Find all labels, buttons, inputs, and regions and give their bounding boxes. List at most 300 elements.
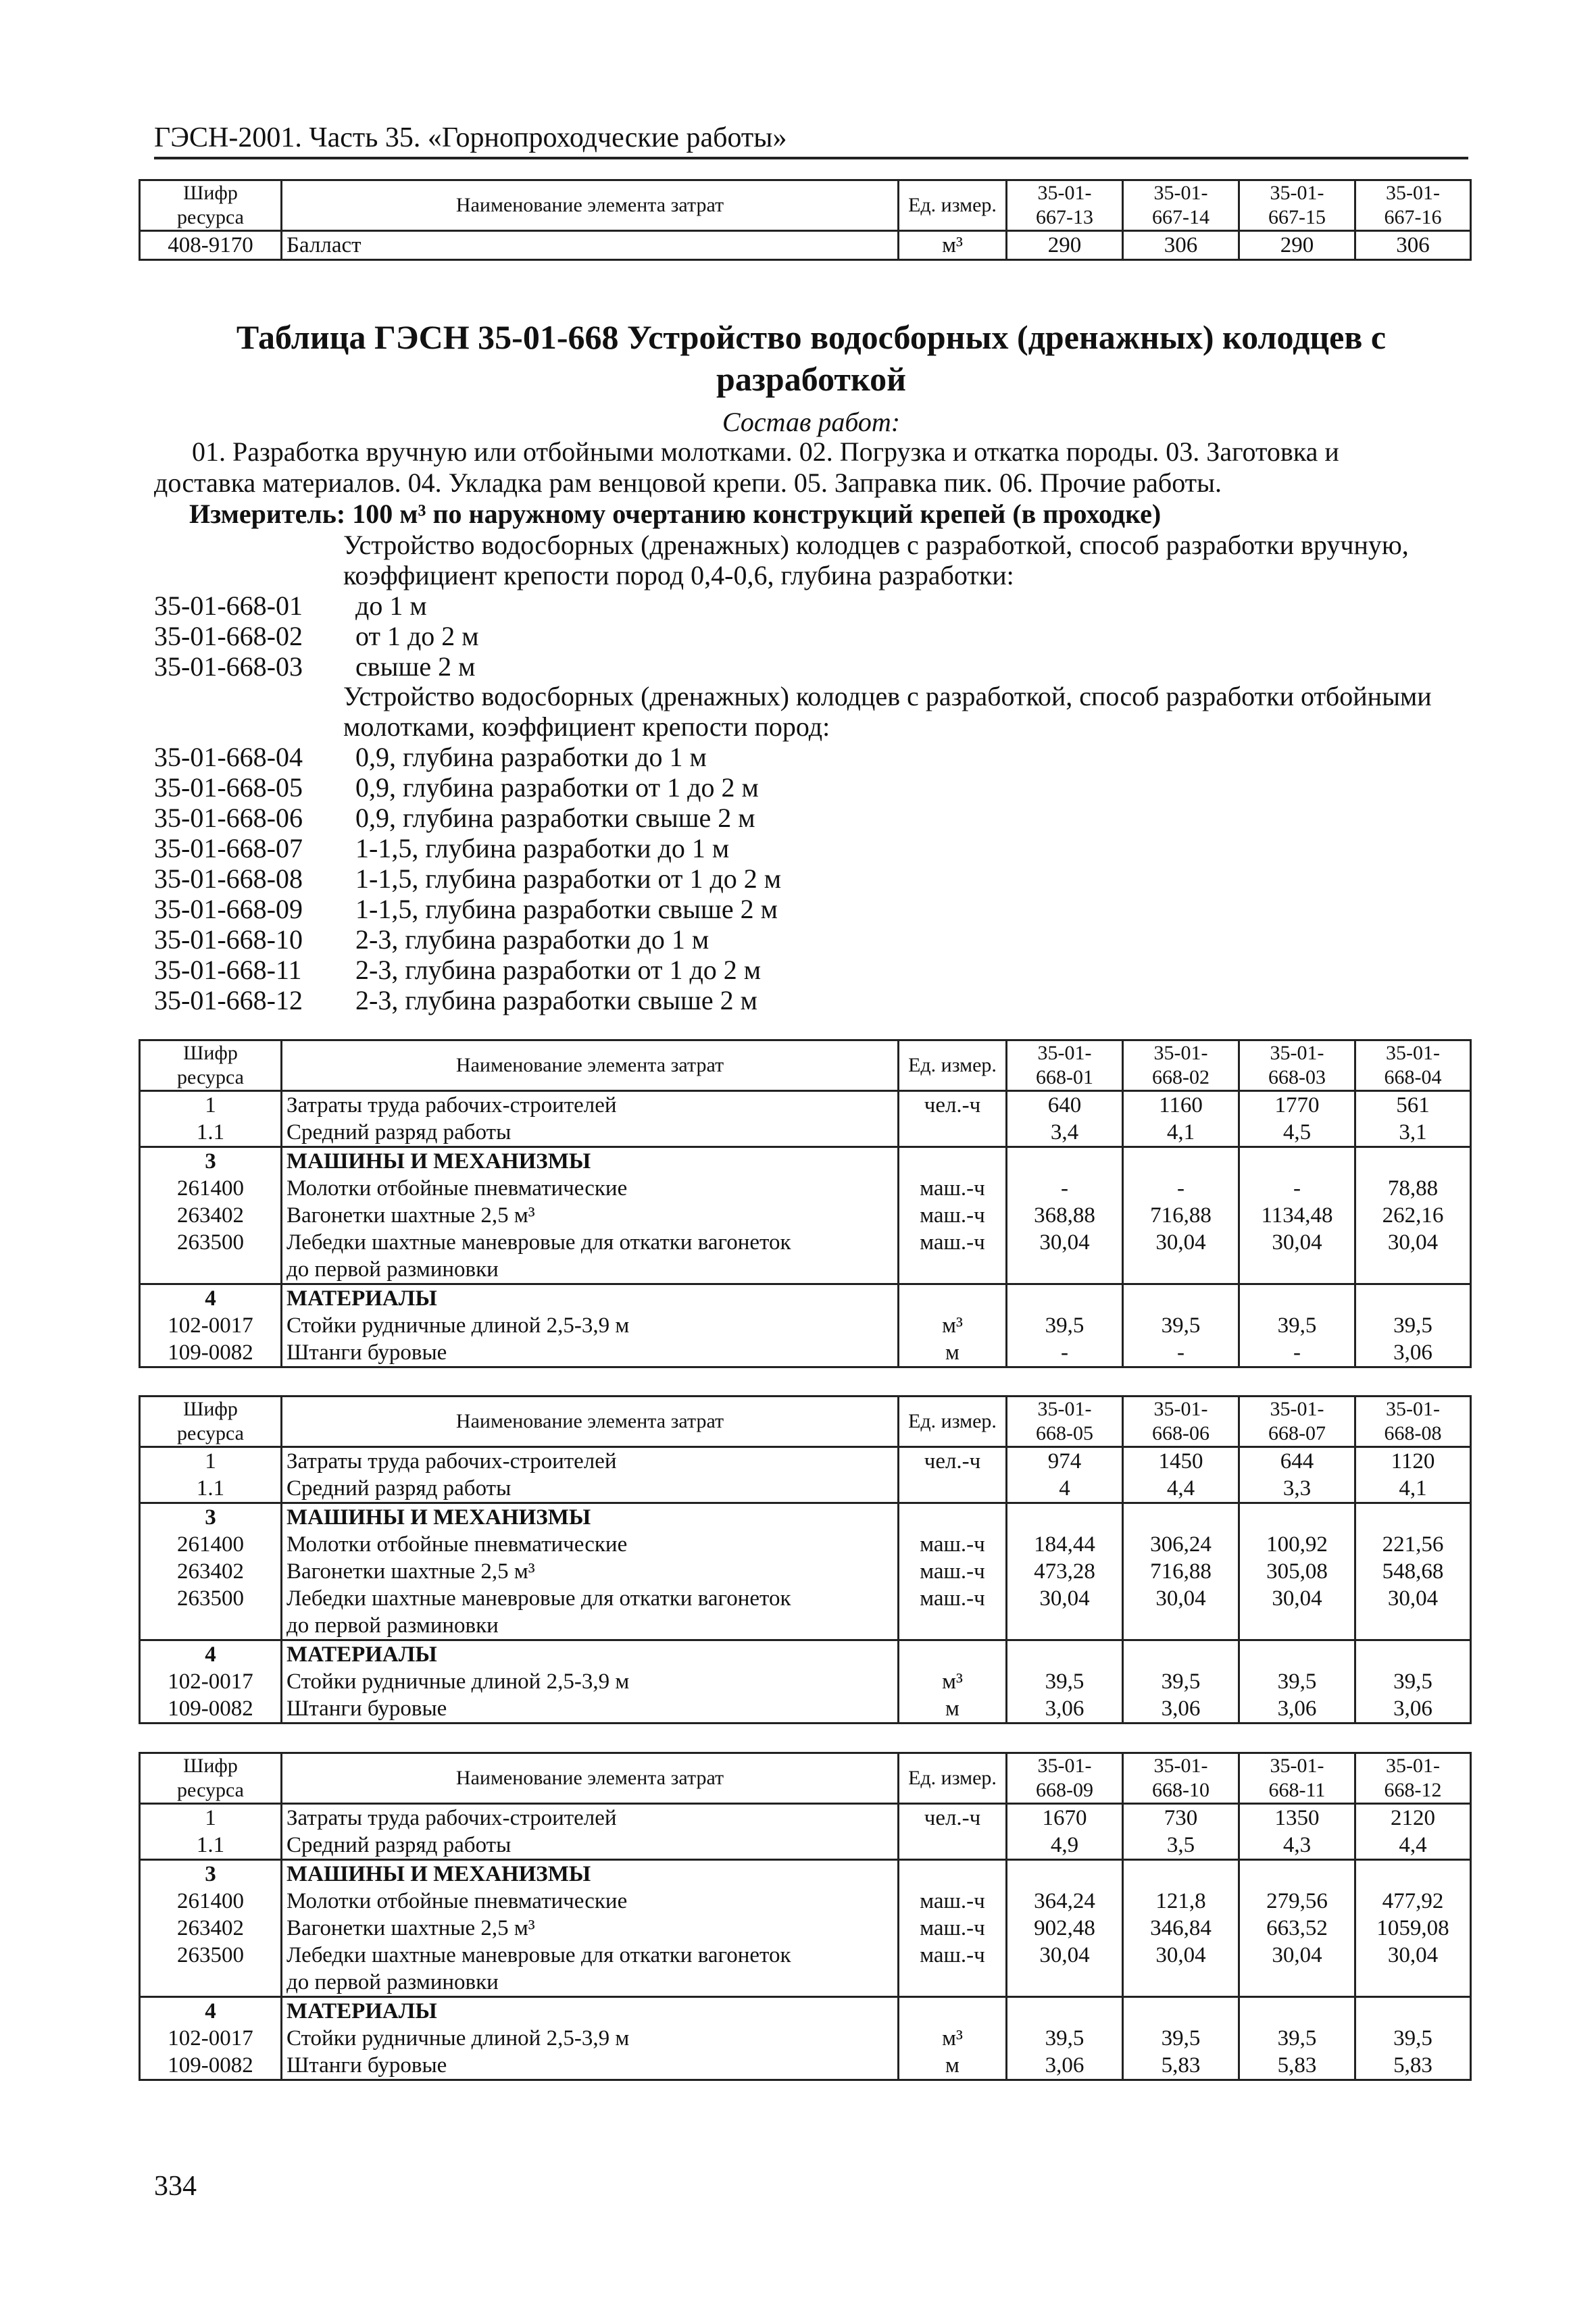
norm-value: 30,04 xyxy=(1239,1942,1355,1997)
norm-value: 477,92 xyxy=(1355,1888,1471,1915)
running-header: ГЭСН-2001. Часть 35. «Горнопроходческие работы» xyxy=(154,120,1468,159)
composition-label: Состав работ: xyxy=(722,407,901,437)
norm-value: 3,3 xyxy=(1239,1475,1355,1503)
norm-value: 3,5 xyxy=(1123,1832,1239,1860)
norm-value: 716,88 xyxy=(1123,1558,1239,1585)
resource-name: Средний разряд работы xyxy=(282,1119,899,1147)
table-row xyxy=(140,1668,1471,1695)
table-row xyxy=(140,1091,1471,1120)
table-row xyxy=(140,1640,1471,1669)
table-header-row xyxy=(140,1753,1471,1804)
code-column-header: Шифр ресурса xyxy=(140,180,282,231)
norm-value: 3,06 xyxy=(1007,2052,1123,2080)
resource-name: Штанги буровые xyxy=(282,1339,899,1367)
norm-value: 30,04 xyxy=(1123,1229,1239,1284)
norm-value xyxy=(1123,1147,1239,1176)
resource-table xyxy=(139,1752,1472,2081)
resource-code: 1.1 xyxy=(140,1832,282,1860)
resource-code: 109-0082 xyxy=(140,1695,282,1724)
meter-line: Измеритель: 100 м³ по наружному очертанию конструкций крепей (в проходке) xyxy=(189,499,1162,529)
unit-column-header: Ед. измер. xyxy=(899,1397,1007,1447)
norm-value: 5,83 xyxy=(1239,2052,1355,2080)
work-item xyxy=(154,772,759,803)
code-column-header: Шифр ресурса xyxy=(140,1397,282,1447)
norm-value: 716,88 xyxy=(1123,1202,1239,1229)
resource-unit: м xyxy=(899,2052,1007,2080)
name-column-header: Наименование элемента затрат xyxy=(282,1040,899,1091)
norm-value xyxy=(1123,1997,1239,2026)
norm-value xyxy=(1239,1503,1355,1532)
resource-code: 263500 xyxy=(140,1229,282,1284)
work-item-code: 35-01-668-04 xyxy=(154,742,303,772)
work-item xyxy=(154,590,427,621)
norm-value: 4,3 xyxy=(1239,1832,1355,1860)
norm-value: 290 xyxy=(1007,231,1123,260)
norm-value: 902,48 xyxy=(1007,1915,1123,1942)
table-row xyxy=(140,1915,1471,1942)
table-row xyxy=(140,1339,1471,1367)
resource-code: 3 xyxy=(140,1860,282,1888)
norm-value xyxy=(1239,1284,1355,1313)
norm-value: 4,5 xyxy=(1239,1119,1355,1147)
work-item-text: 0,9, глубина разработки до 1 м xyxy=(355,742,707,772)
norm-column-header: 35-01- 668-09 xyxy=(1007,1753,1123,1804)
norm-value: 1120 xyxy=(1355,1447,1471,1476)
resource-code: 109-0082 xyxy=(140,1339,282,1367)
work-item-text: 1-1,5, глубина разработки от 1 до 2 м xyxy=(355,863,782,894)
table-row xyxy=(140,1695,1471,1724)
norm-value: - xyxy=(1239,1339,1355,1367)
work-item-text: до 1 м xyxy=(355,590,427,621)
work-item xyxy=(154,621,479,651)
norm-column-header: 35-01- 667-13 xyxy=(1007,180,1123,231)
norm-value xyxy=(1355,1997,1471,2026)
table-title: Таблица ГЭСН 35-01-668 Устройство водосборных (дренажных) колодцев с разработкой xyxy=(236,318,1387,398)
norm-column-header: 35-01- 668-12 xyxy=(1355,1753,1471,1804)
resource-unit xyxy=(899,1475,1007,1503)
resource-table xyxy=(139,1039,1472,1368)
norm-value: 39,5 xyxy=(1239,1668,1355,1695)
norm-value xyxy=(1007,1860,1123,1888)
table-header-row xyxy=(140,180,1471,231)
unit-column-header: Ед. измер. xyxy=(899,1040,1007,1091)
resource-unit: маш.-ч xyxy=(899,1175,1007,1202)
resource-code: 3 xyxy=(140,1503,282,1532)
work-item-text: 0,9, глубина разработки от 1 до 2 м xyxy=(355,772,759,803)
norm-value: 4,4 xyxy=(1355,1832,1471,1860)
norm-value: 1450 xyxy=(1123,1447,1239,1476)
norm-value xyxy=(1123,1284,1239,1313)
norm-value: 279,56 xyxy=(1239,1888,1355,1915)
norm-value: 1350 xyxy=(1239,1804,1355,1832)
work-item xyxy=(154,742,707,772)
norm-column-header: 35-01- 668-02 xyxy=(1123,1040,1239,1091)
norm-value: 30,04 xyxy=(1007,1942,1123,1997)
resource-unit xyxy=(899,1147,1007,1176)
norm-value: 974 xyxy=(1007,1447,1123,1476)
resource-unit: маш.-ч xyxy=(899,1942,1007,1997)
group1-description: Устройство водосборных (дренажных) колодцев с разработкой, способ разработки вручную, коэффициент крепости пород 0,4-0,6, глубина разработки: xyxy=(343,530,1409,590)
norm-value: 364,24 xyxy=(1007,1888,1123,1915)
norm-value: 1134,48 xyxy=(1239,1202,1355,1229)
norm-value: 39,5 xyxy=(1123,1312,1239,1339)
resource-name: МАШИНЫ И МЕХАНИЗМЫ xyxy=(282,1147,899,1176)
resource-code: 1 xyxy=(140,1091,282,1120)
work-item xyxy=(154,955,761,985)
continuation-table xyxy=(139,179,1472,261)
resource-unit: м³ xyxy=(899,2025,1007,2052)
table-row xyxy=(140,1119,1471,1147)
name-column-header: Наименование элемента затрат xyxy=(282,1753,899,1804)
resource-unit: маш.-ч xyxy=(899,1585,1007,1640)
composition-text: 01. Разработка вручную или отбойными молотками. 02. Погрузка и откатка породы. 03. Заготовка и доставка материалов. 04. Укладка рам венцовой крепи. 05. Заправка пик. 06. Прочие работы. xyxy=(154,436,1339,498)
work-item-code: 35-01-668-08 xyxy=(154,863,303,894)
unit-column-header: Ед. измер. xyxy=(899,1753,1007,1804)
resource-name: Лебедки шахтные маневровые для откатки вагонеток до первой разминовки xyxy=(282,1942,899,1997)
work-item-code: 35-01-668-03 xyxy=(154,651,303,682)
resource-name: Вагонетки шахтные 2,5 м³ xyxy=(282,1558,899,1585)
group2-description: Устройство водосборных (дренажных) колодцев с разработкой, способ разработки отбойными молотками, коэффициент крепости пород: xyxy=(343,681,1432,742)
norm-value xyxy=(1355,1284,1471,1313)
resource-code: 102-0017 xyxy=(140,2025,282,2052)
resource-name: Штанги буровые xyxy=(282,1695,899,1724)
resource-table xyxy=(139,1395,1472,1724)
norm-column-header: 35-01- 667-14 xyxy=(1123,180,1239,231)
resource-name: Вагонетки шахтные 2,5 м³ xyxy=(282,1202,899,1229)
norm-value: 306 xyxy=(1123,231,1239,260)
resource-name: Лебедки шахтные маневровые для откатки вагонеток до первой разминовки xyxy=(282,1229,899,1284)
norm-value: 39,5 xyxy=(1355,2025,1471,2052)
norm-value: 548,68 xyxy=(1355,1558,1471,1585)
resource-name: МАТЕРИАЛЫ xyxy=(282,1997,899,2026)
work-item xyxy=(154,651,475,682)
norm-column-header: 35-01- 668-07 xyxy=(1239,1397,1355,1447)
resource-code: 102-0017 xyxy=(140,1668,282,1695)
norm-value: 1770 xyxy=(1239,1091,1355,1120)
norm-value: 39,5 xyxy=(1007,1668,1123,1695)
norm-value: 2120 xyxy=(1355,1804,1471,1832)
norm-value: 30,04 xyxy=(1007,1585,1123,1640)
work-item-code: 35-01-668-09 xyxy=(154,894,303,924)
norm-value xyxy=(1123,1860,1239,1888)
norm-value: 5,83 xyxy=(1355,2052,1471,2080)
resource-name: Средний разряд работы xyxy=(282,1832,899,1860)
resource-name: Стойки рудничные длиной 2,5-3,9 м xyxy=(282,2025,899,2052)
resource-code: 1 xyxy=(140,1447,282,1476)
norm-value: 4,1 xyxy=(1123,1119,1239,1147)
norm-value: 30,04 xyxy=(1355,1942,1471,1997)
norm-value: 4,4 xyxy=(1123,1475,1239,1503)
unit-column-header: Ед. измер. xyxy=(899,180,1007,231)
work-item xyxy=(154,985,757,1015)
norm-value: 39,5 xyxy=(1123,1668,1239,1695)
resource-code: 1.1 xyxy=(140,1119,282,1147)
resource-code: 4 xyxy=(140,1640,282,1669)
table-header-row xyxy=(140,1040,1471,1091)
norm-value: - xyxy=(1007,1339,1123,1367)
norm-value: 644 xyxy=(1239,1447,1355,1476)
norm-value: 262,16 xyxy=(1355,1202,1471,1229)
work-item-code: 35-01-668-07 xyxy=(154,833,303,863)
resource-code: 261400 xyxy=(140,1531,282,1558)
resource-unit xyxy=(899,1503,1007,1532)
resource-unit: маш.-ч xyxy=(899,1558,1007,1585)
table-row xyxy=(140,2052,1471,2080)
table-row xyxy=(140,2025,1471,2052)
work-item xyxy=(154,924,709,955)
resource-name: Затраты труда рабочих-строителей xyxy=(282,1447,899,1476)
norm-value xyxy=(1239,1147,1355,1176)
resource-name: МАШИНЫ И МЕХАНИЗМЫ xyxy=(282,1503,899,1532)
resource-name: Штанги буровые xyxy=(282,2052,899,2080)
norm-value: 30,04 xyxy=(1239,1229,1355,1284)
table-row xyxy=(140,1942,1471,1997)
resource-name: Средний разряд работы xyxy=(282,1475,899,1503)
name-column-header: Наименование элемента затрат xyxy=(282,180,899,231)
norm-value: 368,88 xyxy=(1007,1202,1123,1229)
table-row xyxy=(140,1832,1471,1860)
resource-name: Лебедки шахтные маневровые для откатки вагонеток до первой разминовки xyxy=(282,1585,899,1640)
resource-unit: чел.-ч xyxy=(899,1804,1007,1832)
norm-value: 39,5 xyxy=(1355,1312,1471,1339)
norm-value xyxy=(1239,1860,1355,1888)
work-item xyxy=(154,803,755,833)
resource-name: Вагонетки шахтные 2,5 м³ xyxy=(282,1915,899,1942)
norm-value: 3,06 xyxy=(1355,1695,1471,1724)
norm-value xyxy=(1239,1640,1355,1669)
resource-unit: чел.-ч xyxy=(899,1091,1007,1120)
norm-value: - xyxy=(1007,1175,1123,1202)
work-item-text: 2-3, глубина разработки свыше 2 м xyxy=(355,985,757,1015)
norm-column-header: 35-01- 668-08 xyxy=(1355,1397,1471,1447)
resource-code: 1.1 xyxy=(140,1475,282,1503)
norm-value: 184,44 xyxy=(1007,1531,1123,1558)
norm-value: 30,04 xyxy=(1355,1585,1471,1640)
norm-column-header: 35-01- 668-01 xyxy=(1007,1040,1123,1091)
norm-value: 290 xyxy=(1239,231,1355,260)
norm-value: 561 xyxy=(1355,1091,1471,1120)
work-item-code: 35-01-668-12 xyxy=(154,985,303,1015)
table-row xyxy=(140,1202,1471,1229)
norm-value: 3,4 xyxy=(1007,1119,1123,1147)
norm-value: 78,88 xyxy=(1355,1175,1471,1202)
norm-value xyxy=(1007,1640,1123,1669)
norm-value: 3,06 xyxy=(1007,1695,1123,1724)
norm-value: 30,04 xyxy=(1355,1229,1471,1284)
resource-unit: м³ xyxy=(899,1668,1007,1695)
norm-value: 30,04 xyxy=(1123,1585,1239,1640)
resource-unit: чел.-ч xyxy=(899,1447,1007,1476)
work-item-text: свыше 2 м xyxy=(355,651,476,682)
code-column-header: Шифр ресурса xyxy=(140,1753,282,1804)
resource-unit xyxy=(899,1832,1007,1860)
norm-value: 473,28 xyxy=(1007,1558,1123,1585)
work-item-code: 35-01-668-11 xyxy=(154,955,302,985)
resource-name: Молотки отбойные пневматические xyxy=(282,1531,899,1558)
work-item-code: 35-01-668-06 xyxy=(154,803,303,833)
norm-value xyxy=(1239,1997,1355,2026)
resource-name: Затраты труда рабочих-строителей xyxy=(282,1804,899,1832)
resource-unit: маш.-ч xyxy=(899,1888,1007,1915)
work-item-text: от 1 до 2 м xyxy=(355,621,479,651)
norm-value xyxy=(1007,1147,1123,1176)
table-row xyxy=(140,1804,1471,1832)
norm-value xyxy=(1007,1997,1123,2026)
resource-code: 109-0082 xyxy=(140,2052,282,2080)
norm-value: - xyxy=(1123,1339,1239,1367)
work-item xyxy=(154,894,778,924)
norm-value xyxy=(1355,1147,1471,1176)
work-item-code: 35-01-668-05 xyxy=(154,772,303,803)
norm-value: 346,84 xyxy=(1123,1915,1239,1942)
norm-value: - xyxy=(1239,1175,1355,1202)
norm-value: 4,9 xyxy=(1007,1832,1123,1860)
norm-value xyxy=(1007,1284,1123,1313)
norm-value: 4 xyxy=(1007,1475,1123,1503)
resource-unit: м³ xyxy=(899,1312,1007,1339)
table-row xyxy=(140,1860,1471,1888)
work-item-code: 35-01-668-02 xyxy=(154,621,303,651)
resource-code: 263402 xyxy=(140,1202,282,1229)
work-item-code: 35-01-668-01 xyxy=(154,590,303,621)
norm-value: 3,06 xyxy=(1239,1695,1355,1724)
norm-value: 663,52 xyxy=(1239,1915,1355,1942)
norm-column-header: 35-01- 668-04 xyxy=(1355,1040,1471,1091)
norm-column-header: 35-01- 667-15 xyxy=(1239,180,1355,231)
code-column-header: Шифр ресурса xyxy=(140,1040,282,1091)
norm-value: 100,92 xyxy=(1239,1531,1355,1558)
resource-name: Затраты труда рабочих-строителей xyxy=(282,1091,899,1120)
table-header-row xyxy=(140,1397,1471,1447)
resource-name: Стойки рудничные длиной 2,5-3,9 м xyxy=(282,1668,899,1695)
resource-unit xyxy=(899,1860,1007,1888)
resource-code: 4 xyxy=(140,1284,282,1313)
norm-value: 1670 xyxy=(1007,1804,1123,1832)
norm-column-header: 35-01- 668-06 xyxy=(1123,1397,1239,1447)
resource-unit: маш.-ч xyxy=(899,1229,1007,1284)
norm-value xyxy=(1355,1640,1471,1669)
work-item xyxy=(154,833,729,863)
resource-name: Балласт xyxy=(282,231,899,260)
work-item xyxy=(154,863,781,894)
resource-code: 408-9170 xyxy=(140,231,282,260)
norm-value: - xyxy=(1123,1175,1239,1202)
resource-code: 263402 xyxy=(140,1558,282,1585)
table-row xyxy=(140,1997,1471,2026)
table-row xyxy=(140,231,1471,260)
resource-unit: маш.-ч xyxy=(899,1202,1007,1229)
norm-column-header: 35-01- 667-16 xyxy=(1355,180,1471,231)
table-row xyxy=(140,1503,1471,1532)
norm-value: 3,1 xyxy=(1355,1119,1471,1147)
resource-unit: м xyxy=(899,1339,1007,1367)
resource-code: 263500 xyxy=(140,1942,282,1997)
norm-value: 730 xyxy=(1123,1804,1239,1832)
table-row xyxy=(140,1147,1471,1176)
page-number: 334 xyxy=(154,2171,197,2202)
work-item-text: 1-1,5, глубина разработки до 1 м xyxy=(355,833,730,863)
resource-unit xyxy=(899,1997,1007,2026)
name-column-header: Наименование элемента затрат xyxy=(282,1397,899,1447)
table-row xyxy=(140,1284,1471,1313)
norm-column-header: 35-01- 668-05 xyxy=(1007,1397,1123,1447)
norm-value xyxy=(1123,1640,1239,1669)
work-item-text: 2-3, глубина разработки от 1 до 2 м xyxy=(355,955,762,985)
resource-unit xyxy=(899,1640,1007,1669)
norm-value: 39,5 xyxy=(1355,1668,1471,1695)
norm-value: 5,83 xyxy=(1123,2052,1239,2080)
resource-code: 102-0017 xyxy=(140,1312,282,1339)
table-row xyxy=(140,1312,1471,1339)
norm-value xyxy=(1007,1503,1123,1532)
resource-name: Молотки отбойные пневматические xyxy=(282,1175,899,1202)
norm-column-header: 35-01- 668-11 xyxy=(1239,1753,1355,1804)
norm-value xyxy=(1355,1860,1471,1888)
norm-value xyxy=(1123,1503,1239,1532)
norm-value: 3,06 xyxy=(1355,1339,1471,1367)
resource-unit: маш.-ч xyxy=(899,1915,1007,1942)
norm-column-header: 35-01- 668-03 xyxy=(1239,1040,1355,1091)
table-row xyxy=(140,1229,1471,1284)
work-item-text: 1-1,5, глубина разработки свыше 2 м xyxy=(355,894,778,924)
norm-value: 30,04 xyxy=(1239,1585,1355,1640)
resource-code: 1 xyxy=(140,1804,282,1832)
norm-value: 1059,08 xyxy=(1355,1915,1471,1942)
resource-code: 4 xyxy=(140,1997,282,2026)
norm-value: 30,04 xyxy=(1123,1942,1239,1997)
norm-column-header: 35-01- 668-10 xyxy=(1123,1753,1239,1804)
norm-value: 306 xyxy=(1355,231,1471,260)
norm-value: 39,5 xyxy=(1007,2025,1123,2052)
norm-value: 39,5 xyxy=(1239,2025,1355,2052)
resource-code: 3 xyxy=(140,1147,282,1176)
work-item-text: 2-3, глубина разработки до 1 м xyxy=(355,924,709,955)
norm-value: 306,24 xyxy=(1123,1531,1239,1558)
resource-unit: маш.-ч xyxy=(899,1531,1007,1558)
resource-name: МАТЕРИАЛЫ xyxy=(282,1284,899,1313)
resource-name: МАТЕРИАЛЫ xyxy=(282,1640,899,1669)
table-row xyxy=(140,1558,1471,1585)
norm-value: 4,1 xyxy=(1355,1475,1471,1503)
norm-value: 39,5 xyxy=(1123,2025,1239,2052)
table-row xyxy=(140,1447,1471,1476)
norm-value: 640 xyxy=(1007,1091,1123,1120)
resource-code: 261400 xyxy=(140,1888,282,1915)
resource-unit xyxy=(899,1119,1007,1147)
resource-name: МАШИНЫ И МЕХАНИЗМЫ xyxy=(282,1860,899,1888)
norm-value: 1160 xyxy=(1123,1091,1239,1120)
work-item-text: 0,9, глубина разработки свыше 2 м xyxy=(355,803,755,833)
norm-value: 3,06 xyxy=(1123,1695,1239,1724)
norm-value: 30,04 xyxy=(1007,1229,1123,1284)
table-row xyxy=(140,1475,1471,1503)
resource-unit: м³ xyxy=(899,231,1007,260)
resource-code: 261400 xyxy=(140,1175,282,1202)
table-row xyxy=(140,1175,1471,1202)
resource-name: Стойки рудничные длиной 2,5-3,9 м xyxy=(282,1312,899,1339)
norm-value: 221,56 xyxy=(1355,1531,1471,1558)
table-row xyxy=(140,1585,1471,1640)
resource-unit: м xyxy=(899,1695,1007,1724)
table-row xyxy=(140,1888,1471,1915)
resource-name: Молотки отбойные пневматические xyxy=(282,1888,899,1915)
norm-value: 305,08 xyxy=(1239,1558,1355,1585)
norm-value: 39,5 xyxy=(1239,1312,1355,1339)
resource-code: 263402 xyxy=(140,1915,282,1942)
norm-value: 121,8 xyxy=(1123,1888,1239,1915)
table-row xyxy=(140,1531,1471,1558)
resource-unit xyxy=(899,1284,1007,1313)
